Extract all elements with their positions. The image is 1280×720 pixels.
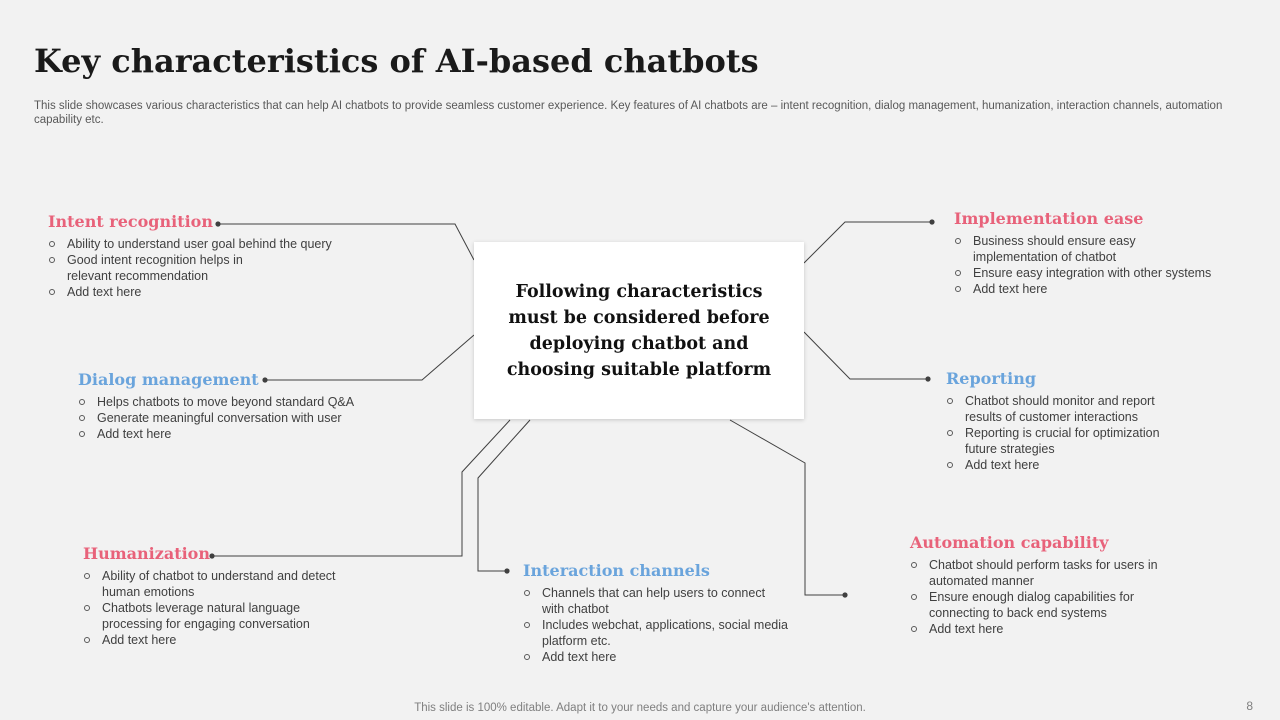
block-title: Interaction channels	[523, 561, 710, 580]
block-dialog-management	[78, 370, 408, 442]
block-title: Reporting	[946, 369, 1037, 388]
bullet-item: Chatbot should perform tasks for users in automated manner	[910, 557, 1190, 589]
connector-dot-implementation	[929, 219, 934, 224]
bullet-item: Includes webchat, applications, social media platform etc.	[523, 617, 788, 649]
bullet-list	[48, 236, 378, 300]
bullet-item: Ensure easy integration with other systems	[954, 265, 1244, 281]
block-intent-recognition	[48, 212, 378, 300]
connector-dot-interaction	[504, 568, 509, 573]
footer-note: This slide is 100% editable. Adapt it to your needs and capture your audience's attention.	[414, 702, 866, 714]
block-title: Implementation ease	[954, 209, 1144, 228]
bullet-item: Channels that can help users to connect with chatbot	[523, 585, 788, 617]
bullet-item: Add text here	[910, 621, 1190, 637]
block-reporting	[946, 369, 1186, 473]
block-implementation-ease	[954, 209, 1244, 297]
block-automation-capability	[910, 533, 1190, 637]
bullet-list	[78, 394, 408, 442]
bullet-item: Chatbot should monitor and report results of customer interactions	[946, 393, 1180, 425]
bullet-item: Ability of chatbot to understand and detect human emotions	[83, 568, 358, 600]
bullet-item: Add text here	[954, 281, 1244, 297]
block-title: Humanization	[83, 544, 210, 563]
connector-reporting	[804, 332, 928, 379]
bullet-item: Business should ensure easy implementation of chatbot	[954, 233, 1173, 265]
block-title: Intent recognition	[48, 212, 213, 231]
slide-title: Key characteristics of AI-based chatbots	[34, 42, 759, 80]
bullet-item: Helps chatbots to move beyond standard Q&A	[78, 394, 408, 410]
bullet-item: Add text here	[48, 284, 378, 300]
block-interaction-channels	[523, 561, 788, 665]
bullet-item: Add text here	[523, 649, 788, 665]
bullet-list	[954, 233, 1244, 297]
bullet-list	[946, 393, 1186, 473]
page-number: 8	[1246, 699, 1253, 713]
block-humanization	[83, 544, 358, 648]
bullet-item: Reporting is crucial for optimization future strategies	[946, 425, 1180, 457]
connector-interaction	[478, 420, 530, 571]
bullet-item: Generate meaningful conversation with user	[78, 410, 408, 426]
block-title: Dialog management	[78, 370, 259, 389]
bullet-item: Add text here	[946, 457, 1186, 473]
bullet-item: Add text here	[83, 632, 358, 648]
center-box	[474, 242, 804, 419]
connector-dot-automation	[842, 592, 847, 597]
bullet-list	[83, 568, 358, 648]
block-title: Automation capability	[910, 533, 1109, 552]
bullet-item: Ability to understand user goal behind the query	[48, 236, 378, 252]
bullet-item: Good intent recognition helps in relevant recommendation	[48, 252, 267, 284]
bullet-list	[910, 557, 1190, 637]
bullet-item: Add text here	[78, 426, 408, 442]
connector-dot-reporting	[925, 376, 930, 381]
slide-subtitle: This slide showcases various characteristics that can help AI chatbots to provide seamless customer experience. Key features of AI chatbots are – intent recognition, dialog management, humanization, interaction channels, automation capability etc.	[34, 100, 1223, 126]
connector-implementation	[804, 222, 932, 263]
bullet-list	[523, 585, 788, 665]
bullet-item: Chatbots leverage natural language processing for engaging conversation	[83, 600, 358, 632]
bullet-item: Ensure enough dialog capabilities for connecting to back end systems	[910, 589, 1190, 621]
center-text: Following characteristics must be considered before deploying chatbot and choosing suitable platform	[506, 281, 772, 380]
